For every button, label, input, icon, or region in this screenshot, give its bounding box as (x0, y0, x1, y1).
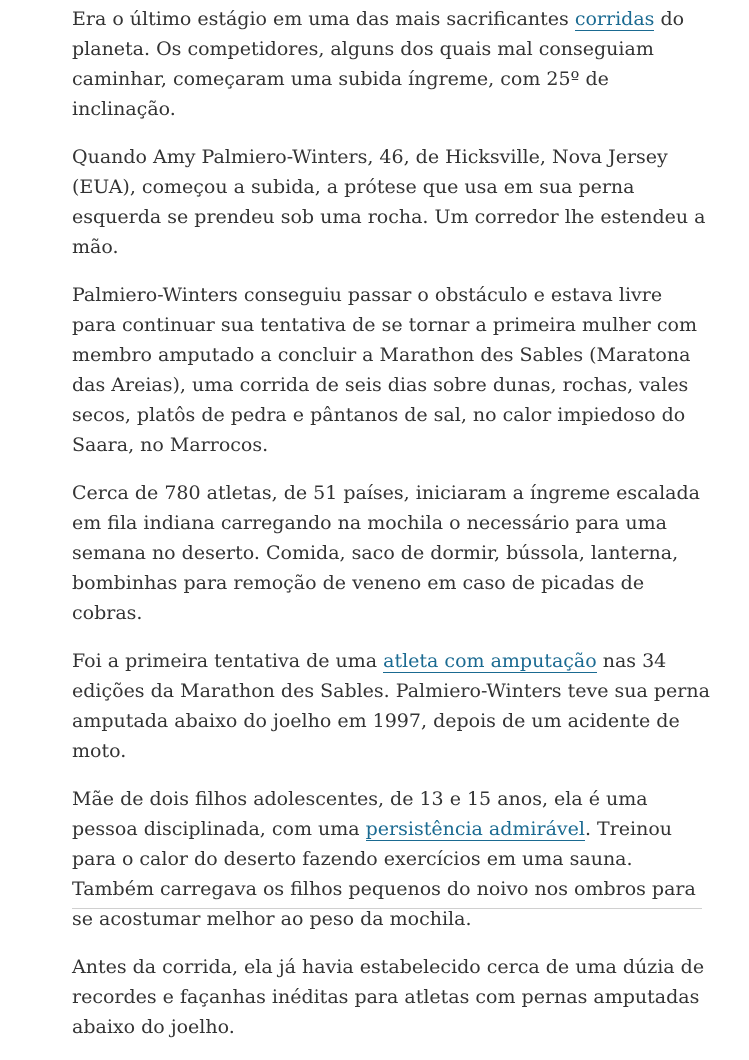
paragraph-6-text-after: . Treinou para o calor do deserto fazendo exercícios em uma sauna. Também carregava os filhos pequenos do noivo nos ombros para se acostumar melhor ao peso da mochila. (72, 818, 696, 930)
paragraph-5 (72, 646, 712, 766)
paragraph-3: Palmiero-Winters conseguiu passar o obstáculo e estava livre para continuar sua tentativa de se tornar a primeira mulher com membro amputado a concluir a Marathon des Sables (Maratona das Areias), uma corrida de seis dias sobre dunas, rochas, vales secos, platôs de pedra e pântanos de sal, no calor impiedoso do Saara, no Marrocos. (72, 284, 697, 456)
paragraph-6-text-before: Mãe de dois filhos adolescentes, de 13 e 15 anos, ela é uma pessoa disciplinada, com uma (72, 788, 648, 840)
section-divider (72, 908, 702, 909)
link-corridas[interactable]: corridas (574, 8, 655, 30)
paragraph-2: Quando Amy Palmiero-Winters, 46, de Hicksville, Nova Jersey (EUA), começou a subida, a prótese que usa em sua perna esquerda se prendeu sob uma rocha. Um corredor lhe estendeu a mão. (72, 146, 706, 258)
paragraph-5-text-after: nas 34 edições da Marathon des Sables. Palmiero-Winters teve sua perna amputada abaixo do joelho em 1997, depois de um acidente de moto. (72, 650, 710, 762)
link-persistencia-admiravel[interactable]: persistência admirável (365, 818, 585, 840)
paragraph-1-text-after: do planeta. Os competidores, alguns dos quais mal conseguiam caminhar, começaram uma subida íngreme, com 25º de inclinação. (72, 8, 685, 120)
paragraph-5-text-before: Foi a primeira tentativa de uma (72, 650, 384, 672)
link-atleta-com-amputacao[interactable]: atleta com amputação (383, 650, 597, 672)
paragraph-6 (72, 784, 712, 934)
paragraph-1 (72, 4, 712, 124)
paragraph-1-text-before: Era o último estágio em uma das mais sacrificantes (72, 8, 575, 30)
paragraph-7: Antes da corrida, ela já havia estabelecido cerca de uma dúzia de recordes e façanhas inéditas para atletas com pernas amputadas abaixo do joelho. (72, 956, 705, 1038)
paragraph-4: Cerca de 780 atletas, de 51 países, iniciaram a íngreme escalada em fila indiana carregando na mochila o necessário para uma semana no deserto. Comida, saco de dormir, bússola, lanterna, bombinhas para remoção de veneno em caso de picadas de cobras. (72, 482, 700, 624)
article-body (72, 4, 712, 1060)
